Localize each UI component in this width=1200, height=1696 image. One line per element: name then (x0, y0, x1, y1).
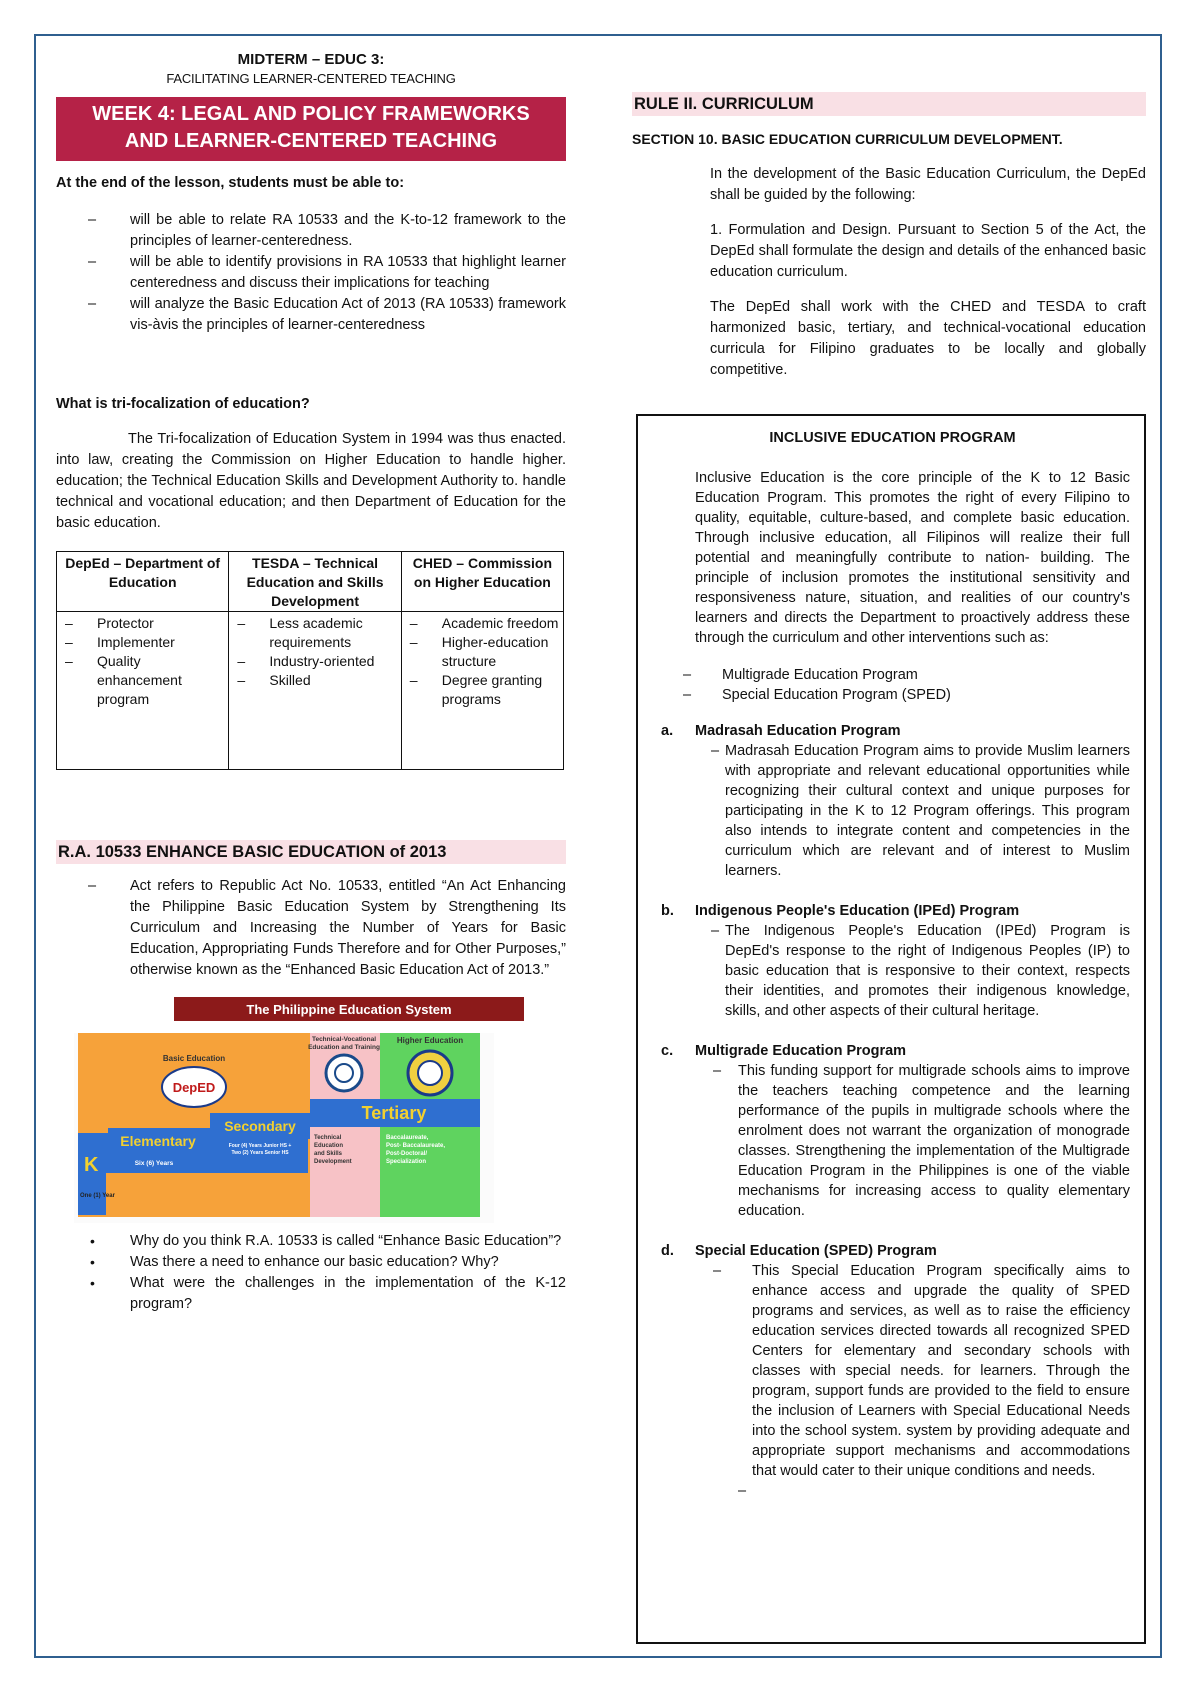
table-cell-item: – Academic freedom (406, 614, 559, 633)
table-header-deped: DepEd – Department of Education (57, 552, 229, 612)
section-heading: SECTION 10. BASIC EDUCATION CURRICULUM DEVELOPMENT. (632, 131, 1063, 147)
banner-line-1: WEEK 4: LEGAL AND POLICY FRAMEWORKS (92, 103, 530, 125)
table-cell-item: – Higher-education structure (406, 633, 559, 671)
program-letter: d. (661, 1243, 674, 1259)
inclusive-list-item: – Special Education Program (SPED) (695, 685, 1130, 705)
trailing-dash: – (738, 1483, 747, 1499)
objective-item: – will be able to relate RA 10533 and the K-to-12 framework to the principles of learner-centeredness. (56, 210, 566, 252)
svg-text:Development: Development (314, 1159, 352, 1165)
trifocal-paragraph: The Tri-focalization of Education System in 1994 was thus enacted. into law, creating the Commission on Higher Education to handle higher. education; the Technical Education Skills and Development Authority to. handle technical and vocational education; and then Department of Education for the basic education. (56, 431, 566, 531)
svg-text:Education: Education (314, 1143, 344, 1149)
table-cell-item: – Less academic requirements (233, 614, 396, 652)
tesda-seal (326, 1055, 362, 1091)
inclusive-intro: Inclusive Education is the core principle of the K to 12 Basic Education Program. This promotes the right of every Filipino to quality, equitable, culture-based, and complete basic education. Through inclusive education, all Filipinos will realize their full potential and meaningfully contribute to nation- building. The principle of inclusion promotes the institutional sensitivity and responsiveness nature, situation, and realities of our country's learners and directs the Department to proactively address these through the curriculum and other interventions such as: (695, 470, 1130, 646)
ra10533-heading: R.A. 10533 ENHANCE BASIC EDUCATION of 2013 (56, 840, 566, 864)
svg-text:Baccalaureate,: Baccalaureate, (386, 1135, 429, 1141)
svg-text:Post-Doctoral/: Post-Doctoral/ (386, 1151, 428, 1157)
table-cell-deped (57, 612, 229, 770)
svg-text:Technical-Vocational: Technical-Vocational (311, 1036, 377, 1043)
tertiary-label: Tertiary (361, 1103, 427, 1123)
svg-text:Technical: Technical (314, 1135, 342, 1141)
svg-text:Education and Training: Education and Training (308, 1044, 380, 1051)
objectives-heading: At the end of the lesson, students must be able to: (56, 175, 405, 191)
question-item: • Why do you think R.A. 10533 is called “Enhance Basic Education”? (56, 1231, 566, 1252)
rule-heading: RULE II. CURRICULUM (632, 92, 1146, 116)
svg-text:Post- Baccalaureate,: Post- Baccalaureate, (386, 1143, 446, 1149)
program-letter: b. (661, 903, 674, 919)
table-cell-ched (401, 612, 563, 770)
inclusive-title: INCLUSIVE EDUCATION PROGRAM (769, 430, 1016, 446)
k-label: K (84, 1154, 99, 1176)
program-title: Madrasah Education Program (695, 723, 901, 739)
program-title: Indigenous People's Education (IPEd) Program (695, 903, 1020, 919)
figure-title: The Philippine Education System (246, 1002, 452, 1017)
basic-education-label: Basic Education (162, 1054, 226, 1063)
curriculum-paragraph-1: In the development of the Basic Education Curriculum, the DepEd shall be guided by the following: (710, 166, 1146, 203)
trifocal-question: What is tri-focalization of education? (56, 396, 310, 412)
ra10533-list (56, 876, 566, 981)
inclusive-list-item: – Multigrade Education Program (695, 665, 1130, 685)
banner-line-2: AND LEARNER-CENTERED TEACHING (124, 130, 498, 152)
document-subtitle: FACILITATING LEARNER-CENTERED TEACHING (166, 71, 456, 86)
svg-text:Two (2) Years Senior HS: Two (2) Years Senior HS (231, 1150, 289, 1156)
program-d-text: – This Special Education Program specifically aims to enhance access and upgrade the quality of SPED programs and services, as well as to raise the efficiency education services directed towards all recognized SPED Centers for elementary and secondary schools with classes with special needs. for learners. Through the program, support funds are provided to the field to ensure the inclusion of Learners with Special Educational Needs into the school system. system by providing adequate and appropriate support mechanisms and accommodations that would cater to their unique conditions and needs. (695, 1261, 1130, 1481)
table-cell-item: – Protector (61, 614, 224, 633)
program-b-text: – The Indigenous People's Education (IPEd) Program is DepEd's response to the right of Indigenous Peoples (IP) to basic education that is responsive to their context, respects their identities, and promotes their indigenous knowledge, skills, and other aspects of their cultural heritage. (695, 921, 1130, 1021)
curriculum-paragraph-3: The DepEd shall work with the CHED and TESDA to craft harmonized basic, tertiary, and technical-vocational education curricula for Filipino graduates to be locally and globally competitive. (710, 299, 1146, 378)
table-cell-item: – Industry-oriented (233, 652, 396, 671)
table-cell-tesda (229, 612, 401, 770)
table-cell-item: – Implementer (61, 633, 224, 652)
program-c-text: – This funding support for multigrade schools aims to improve the teachers teaching competence and the learning performance of the pupils in multigrade schools where the enrolment does not warrant the organization of monograde classes. Strengthening the implementation of the Multigrade Education Program in the Philippines is one of the viable mechanisms for increasing access to quality elementary education. (695, 1061, 1130, 1221)
svg-text:Four (4) Years Junior HS +: Four (4) Years Junior HS + (228, 1143, 292, 1149)
table-header-ched: CHED – Commission on Higher Education (401, 552, 563, 612)
program-title: Multigrade Education Program (695, 1043, 907, 1059)
curriculum-paragraph-2: 1. Formulation and Design. Pursuant to Section 5 of the Act, the DepEd shall formulate the design and details of the enhanced basic education curriculum. (710, 222, 1146, 280)
svg-text:and Skills: and Skills (314, 1151, 343, 1157)
education-system-diagram (74, 993, 536, 1223)
question-item: • What were the challenges in the implementation of the K-12 program? (56, 1273, 566, 1315)
higher-education-label: Higher Education (396, 1036, 464, 1045)
table-header-tesda: TESDA – Technical Education and Skills Development (229, 552, 401, 612)
week-banner (56, 97, 566, 161)
ra10533-questions (56, 1231, 566, 1315)
table-cell-item: – Quality enhancement program (61, 652, 224, 709)
document-title: MIDTERM – EDUC 3: (237, 51, 385, 68)
ra10533-item: – Act refers to Republic Act No. 10533, entitled “An Act Enhancing the Philippine Basic Education System by Strengthening Its Curriculum and Increasing the Number of Years for Basic Education, Appropriating Funds Therefore and for Other Purposes,” otherwise known as the “Enhanced Basic Education Act of 2013.” (56, 876, 566, 981)
program-a-heading (661, 721, 1130, 741)
inclusive-list (695, 665, 1130, 705)
secondary-label: Secondary (224, 1118, 296, 1134)
elementary-sub-label: Six (6) Years (134, 1160, 174, 1167)
program-title: Special Education (SPED) Program (695, 1243, 937, 1259)
question-item: • Was there a need to enhance our basic education? Why? (56, 1252, 566, 1273)
program-letter: c. (661, 1043, 674, 1059)
program-c-heading (661, 1041, 1130, 1061)
k-sub-label: One (1) Year (80, 1193, 115, 1199)
left-column (56, 50, 566, 1315)
elementary-label: Elementary (120, 1133, 196, 1149)
objective-item: – will analyze the Basic Education Act of 2013 (RA 10533) framework vis-àvis the principles of learner-centeredness (56, 294, 566, 336)
inclusive-education-box (636, 414, 1146, 1644)
objective-item: – will be able to identify provisions in RA 10533 that highlight learner centeredness and discuss their implications for teaching (56, 252, 566, 294)
objectives-list (56, 210, 566, 336)
deped-logo-text: DepED (172, 1080, 216, 1095)
trifocal-table (56, 551, 564, 770)
table-cell-item: – Skilled (233, 671, 396, 690)
program-a-text: – Madrasah Education Program aims to provide Muslim learners with appropriate and relevant educational opportunities while recognizing their cultural context and unique purposes for participating in the K to 12 Program offerings. This program also intends to integrate content and competencies in the curriculum which are relevant and of interest to Muslim learners. (695, 741, 1130, 881)
program-d-heading (661, 1241, 1130, 1261)
program-b-heading (661, 901, 1130, 921)
table-cell-item: – Degree granting programs (406, 671, 559, 709)
right-column (632, 92, 1146, 381)
program-letter: a. (661, 723, 674, 739)
svg-text:Specialization: Specialization (386, 1159, 427, 1165)
education-system-figure (74, 993, 536, 1223)
